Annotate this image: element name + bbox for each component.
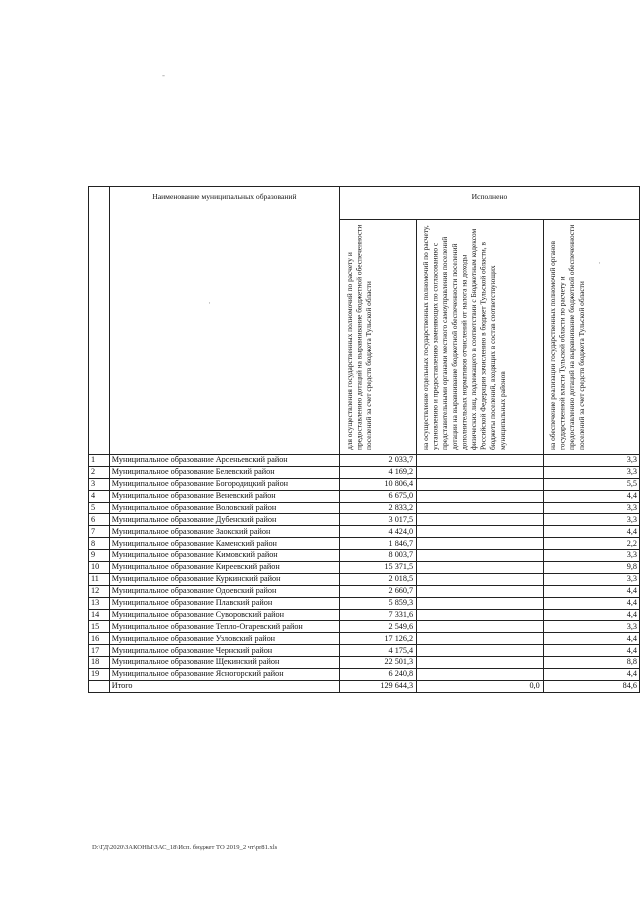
row-number-cell: 17 — [89, 645, 110, 657]
row-number-cell: 10 — [89, 562, 110, 574]
row-value1-cell: 2 833,2 — [339, 502, 416, 514]
row-value1-cell: 4 424,0 — [339, 526, 416, 538]
row-value1-cell: 4 175,4 — [339, 645, 416, 657]
row-value3-cell: 4,4 — [543, 633, 639, 645]
row-value3-cell: 4,4 — [543, 597, 639, 609]
row-value2-cell — [417, 514, 544, 526]
total-value2-cell: 0,0 — [417, 680, 544, 692]
total-value1-cell: 129 644,3 — [339, 680, 416, 692]
row-value3-cell: 2,2 — [543, 538, 639, 550]
table-row — [89, 573, 640, 585]
table-row — [89, 455, 640, 467]
row-number-cell: 19 — [89, 669, 110, 681]
scan-mark: - — [162, 70, 165, 80]
row-value2-cell — [417, 597, 544, 609]
row-value1-cell: 2 660,7 — [339, 585, 416, 597]
row-number-cell: 8 — [89, 538, 110, 550]
row-name-cell: Муниципальное образование Плавский район — [109, 597, 339, 609]
row-number-cell: 6 — [89, 514, 110, 526]
header-col2-text: на осуществление отдельных государственных полномочий по расчету, установлению и предоставлению заменяющих по согласованию с представительными органами местного самоуправления поселений дотации на выравнивание бюджетной обеспеченности поселений дополнительных нормативов отчислений от налога на доходы физических лиц, подлежащего в соответствии с Бюджетным кодексом Российской Федерации зачислению в бюджет Тульской области, в бюджеты поселений, входящих в состав соответствующих муниципальных районов — [420, 225, 507, 450]
row-value2-cell — [417, 609, 544, 621]
row-name-cell: Муниципальное образование Белевский район — [109, 466, 339, 478]
row-value2-cell — [417, 621, 544, 633]
row-value2-cell — [417, 490, 544, 502]
header-row — [89, 187, 640, 220]
row-value3-cell: 4,4 — [543, 585, 639, 597]
row-value3-cell: 3,3 — [543, 621, 639, 633]
table-row — [89, 669, 640, 681]
header-col1-cell — [339, 220, 416, 455]
row-value2-cell — [417, 562, 544, 574]
budget-table — [88, 186, 640, 693]
file-path-footer: D:\ГД\2020\ЗАКОНЫ\ЗАС_18\Исп. бюджет ТО 2019_2 чт\pr81.xls — [92, 844, 278, 851]
row-name-cell: Муниципальное образование Куркинский район — [109, 573, 339, 585]
row-value1-cell: 3 017,5 — [339, 514, 416, 526]
header-executed-cell: Исполнено — [339, 187, 639, 220]
row-number-cell: 5 — [89, 502, 110, 514]
row-value3-cell: 9,8 — [543, 562, 639, 574]
row-value1-cell: 17 126,2 — [339, 633, 416, 645]
row-name-cell: Муниципальное образование Киреевский район — [109, 562, 339, 574]
total-row — [89, 680, 640, 692]
row-number-cell: 7 — [89, 526, 110, 538]
row-value1-cell: 5 859,3 — [339, 597, 416, 609]
row-value3-cell: 3,3 — [543, 455, 639, 467]
total-num-cell — [89, 680, 110, 692]
row-value3-cell: 4,4 — [543, 609, 639, 621]
table-row — [89, 526, 640, 538]
table-row — [89, 502, 640, 514]
row-number-cell: 18 — [89, 657, 110, 669]
row-value2-cell — [417, 669, 544, 681]
row-value1-cell: 1 846,7 — [339, 538, 416, 550]
row-number-cell: 15 — [89, 621, 110, 633]
row-name-cell: Муниципальное образование Каменский район — [109, 538, 339, 550]
table-row — [89, 585, 640, 597]
table-row — [89, 633, 640, 645]
row-number-cell: 11 — [89, 573, 110, 585]
row-number-cell: 9 — [89, 550, 110, 562]
row-name-cell: Муниципальное образование Заокский район — [109, 526, 339, 538]
row-value2-cell — [417, 633, 544, 645]
table-row — [89, 466, 640, 478]
row-value3-cell: 4,4 — [543, 490, 639, 502]
row-value2-cell — [417, 466, 544, 478]
row-value2-cell — [417, 455, 544, 467]
row-number-cell: 13 — [89, 597, 110, 609]
row-value1-cell: 7 331,6 — [339, 609, 416, 621]
row-value2-cell — [417, 502, 544, 514]
row-name-cell: Муниципальное образование Щекинский район — [109, 657, 339, 669]
row-number-cell: 16 — [89, 633, 110, 645]
row-name-cell: Муниципальное образование Кимовский район — [109, 550, 339, 562]
row-value2-cell — [417, 550, 544, 562]
row-number-cell: 1 — [89, 455, 110, 467]
row-value3-cell: 3,3 — [543, 550, 639, 562]
row-value1-cell: 8 003,7 — [339, 550, 416, 562]
row-name-cell: Муниципальное образование Веневский район — [109, 490, 339, 502]
row-name-cell: Муниципальное образование Суворовский район — [109, 609, 339, 621]
row-value3-cell: 4,4 — [543, 526, 639, 538]
row-value1-cell: 2 033,7 — [339, 455, 416, 467]
header-col3-cell — [543, 220, 639, 455]
row-value1-cell: 6 675,0 — [339, 490, 416, 502]
row-value1-cell: 10 806,4 — [339, 478, 416, 490]
scan-mark: · — [598, 258, 601, 268]
header-num-cell — [89, 187, 110, 455]
scan-mark: · — [208, 298, 211, 308]
row-value2-cell — [417, 645, 544, 657]
table-row — [89, 562, 640, 574]
total-value3-cell: 84,6 — [543, 680, 639, 692]
table-row — [89, 514, 640, 526]
row-name-cell: Муниципальное образование Ясногорский район — [109, 669, 339, 681]
row-name-cell: Муниципальное образование Богородицкий район — [109, 478, 339, 490]
row-name-cell: Муниципальное образование Узловский район — [109, 633, 339, 645]
row-name-cell: Муниципальное образование Одоевский район — [109, 585, 339, 597]
row-value1-cell: 15 371,5 — [339, 562, 416, 574]
row-value2-cell — [417, 573, 544, 585]
table-row — [89, 657, 640, 669]
row-name-cell: Муниципальное образование Тепло-Огаревский район — [109, 621, 339, 633]
row-value3-cell: 3,3 — [543, 502, 639, 514]
table-row — [89, 538, 640, 550]
table-row — [89, 609, 640, 621]
header-col1-text: для осуществления государственных полномочий по расчету и предоставлению дотаций на выравнивание бюджетной обеспеченности поселений за счет средств бюджета Тульской области — [345, 224, 374, 450]
row-value1-cell: 4 169,2 — [339, 466, 416, 478]
row-number-cell: 14 — [89, 609, 110, 621]
row-number-cell: 3 — [89, 478, 110, 490]
row-name-cell: Муниципальное образование Чернский район — [109, 645, 339, 657]
table-row — [89, 645, 640, 657]
row-value3-cell: 4,4 — [543, 645, 639, 657]
table-row — [89, 597, 640, 609]
row-value2-cell — [417, 478, 544, 490]
row-name-cell: Муниципальное образование Дубенский район — [109, 514, 339, 526]
row-number-cell: 2 — [89, 466, 110, 478]
row-value1-cell: 2 549,6 — [339, 621, 416, 633]
total-label-cell: Итого — [109, 680, 339, 692]
table-row — [89, 490, 640, 502]
row-value3-cell: 3,3 — [543, 466, 639, 478]
table-row — [89, 478, 640, 490]
row-value2-cell — [417, 538, 544, 550]
row-name-cell: Муниципальное образование Арсеньевский район — [109, 455, 339, 467]
row-value2-cell — [417, 585, 544, 597]
row-value1-cell: 22 501,3 — [339, 657, 416, 669]
header-col3-text: на обеспечение реализации государственных полномочий органов государственной власти Тульской области по расчету и предоставлению дотаций на выравнивание бюджетной обеспеченности поселений за счет средств бюджета Тульской области — [548, 224, 587, 450]
row-value3-cell: 5,5 — [543, 478, 639, 490]
row-value3-cell: 8,8 — [543, 657, 639, 669]
row-value1-cell: 6 240,8 — [339, 669, 416, 681]
table-row — [89, 550, 640, 562]
row-number-cell: 12 — [89, 585, 110, 597]
row-name-cell: Муниципальное образование Воловский район — [109, 502, 339, 514]
row-value3-cell: 3,3 — [543, 573, 639, 585]
row-value2-cell — [417, 657, 544, 669]
row-value2-cell — [417, 526, 544, 538]
header-name-cell: Наименование муниципальных образований — [109, 187, 339, 455]
row-value3-cell: 4,4 — [543, 669, 639, 681]
table-row — [89, 621, 640, 633]
row-value3-cell: 3,3 — [543, 514, 639, 526]
row-number-cell: 4 — [89, 490, 110, 502]
row-value1-cell: 2 018,5 — [339, 573, 416, 585]
header-col2-cell — [417, 220, 544, 455]
